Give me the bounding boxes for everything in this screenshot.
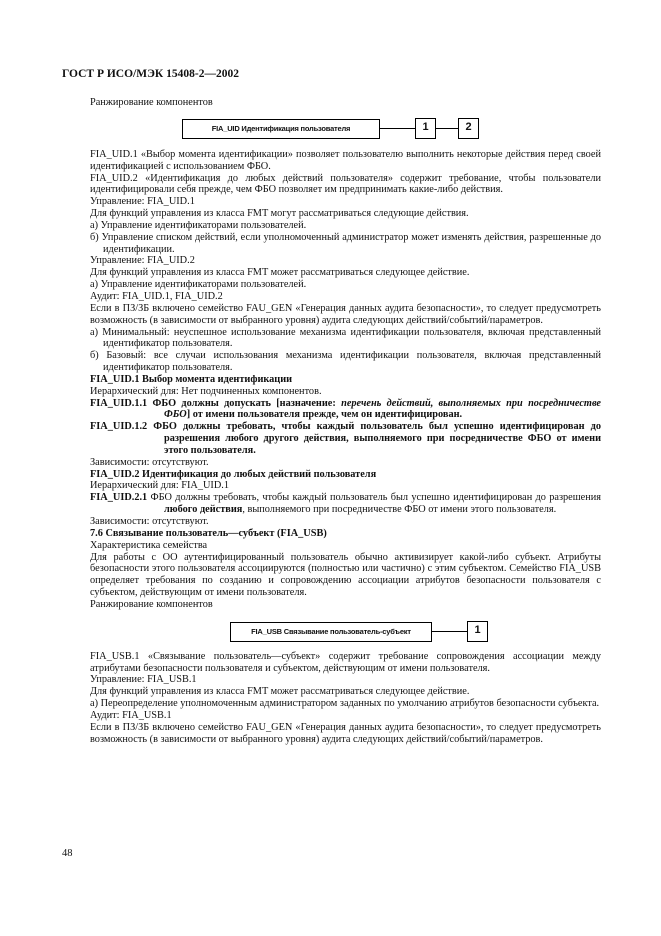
paragraph: Иерархический для: FIA_UID.1 <box>90 480 230 492</box>
uid-family-box: FIA_UID Идентификация пользователя <box>182 119 380 139</box>
list-item: б) Управление списком действий, если уполномоченный администратор может изменять действия, разрешенные до идентификации. <box>90 231 601 255</box>
page-header: ГОСТ Р ИСО/МЭК 15408-2—2002 <box>62 68 239 80</box>
paragraph: FIA_USB.1 «Связывание пользователь—субъект» содержит требование сопровождения ассоциации между атрибутами безопасности пользователя и субъектом, действующим от имени пользователя. <box>90 650 601 674</box>
usb-ranking-diagram <box>90 611 601 651</box>
paragraph: FIA_UID.1 «Выбор момента идентификации» позволяет пользователю выполнить некоторые действия перед своей идентификацией с использованием ФБО. <box>90 148 601 172</box>
paragraph: Аудит: FIA_UID.1, FIA_UID.2 <box>90 290 223 302</box>
connector-line <box>431 631 467 633</box>
usb-family-box: FIA_USB Связывание пользователь-субъект <box>230 622 432 642</box>
paragraph: Для работы с ОО аутентифицированный пользователь обычно активизирует какой-либо субъект. Атрибуты безопасности этого пользователя ассоциируются (полностью или частично) с этим субъектом. Семейство FIA_USB определяет требования по созданию и сопровождению ассоциации атрибутов безопасности пользователя с субъектом, действующим от имени пользователя. <box>90 551 601 599</box>
page-number: 48 <box>62 848 73 859</box>
ranking-heading-1: Ранжирование компонентов <box>90 97 213 108</box>
page-content <box>90 97 601 746</box>
paragraph: FIA_UID.2 «Идентификация до любых действий пользователя» содержит требование, чтобы пользователи идентифицировали себя прежде, чем ФБО позволяет им предпринимать какие-либо действия. <box>90 172 601 196</box>
requirement-element: FIA_UID.2.1 ФБО должны требовать, чтобы каждый пользователь был успешно идентифицирован до разрешения любого действия, выполняемого при посредничестве ФБО от имени этого пользователя. <box>90 492 601 516</box>
paragraph: Для функций управления из класса FMT может рассматриваться следующее действие. <box>90 267 470 279</box>
list-item: а) Переопределение уполномоченным администратором заданных по умолчанию атрибутов безопасности субъекта. <box>90 698 600 710</box>
paragraph: Характеристика семейства <box>90 539 208 551</box>
paragraph: Управление: FIA_USB.1 <box>90 674 197 686</box>
requirement-element: FIA_UID.1.2 ФБО должны требовать, чтобы каждый пользователь был успешно идентифицирован до разрешения любого другого действия, выполняемого при посредничестве ФБО от имени этого пользователя. <box>90 421 601 456</box>
component-1-box: 1 <box>467 621 488 642</box>
paragraph: Если в ПЗ/ЗБ включено семейство FAU_GEN «Генерация данных аудита безопасности», то следует предусмотреть возможность (в зависимости от выбранного уровня) аудита следующих действий/событий/параметров. <box>90 302 601 326</box>
paragraph: Если в ПЗ/ЗБ включено семейство FAU_GEN «Генерация данных аудита безопасности», то следует предусмотреть возможность (в зависимости от выбранного уровня) аудита следующих действий/событий/параметров. <box>90 721 601 745</box>
list-item: а) Управление идентификаторами пользователей. <box>90 279 307 291</box>
connector-line <box>379 128 415 130</box>
paragraph: Управление: FIA_UID.2 <box>90 255 195 267</box>
component-1-box: 1 <box>415 118 436 139</box>
component-heading: FIA_UID.2 Идентификация до любых действий пользователя <box>90 468 377 480</box>
paragraph: Аудит: FIA_USB.1 <box>90 709 172 721</box>
component-heading: FIA_UID.1 Выбор момента идентификации <box>90 373 293 385</box>
paragraph: Для функций управления из класса FMT может рассматриваться следующее действие. <box>90 686 470 698</box>
list-item: б) Базовый: все случаи использования механизма идентификации пользователя, включая представленный идентификатор пользователя. <box>90 350 601 374</box>
section-heading: 7.6 Связывание пользователь—субъект (FIA_USB) <box>90 527 327 539</box>
paragraph: Зависимости: отсутствуют. <box>90 456 209 468</box>
component-2-box: 2 <box>458 118 479 139</box>
list-item: а) Минимальный: неуспешное использование механизма идентификации пользователя, включая представленный идентификатор пользователя. <box>90 326 601 350</box>
requirement-element: FIA_UID.1.1 ФБО должны допускать [назначение: перечень действий, выполняемых при посредничестве ФБО] от имени пользователя прежде, чем он идентифицирован. <box>90 397 601 421</box>
connector-line <box>436 128 458 130</box>
list-item: а) Управление идентификаторами пользователей. <box>90 219 307 231</box>
paragraph: Для функций управления из класса FMT могут рассматриваться следующие действия. <box>90 208 469 220</box>
ranking-heading-2: Ранжирование компонентов <box>90 598 213 610</box>
paragraph: Иерархический для: Нет подчиненных компонентов. <box>90 385 322 397</box>
paragraph: Управление: FIA_UID.1 <box>90 196 195 208</box>
paragraph: Зависимости: отсутствуют. <box>90 516 209 527</box>
uid-ranking-diagram <box>90 109 601 149</box>
